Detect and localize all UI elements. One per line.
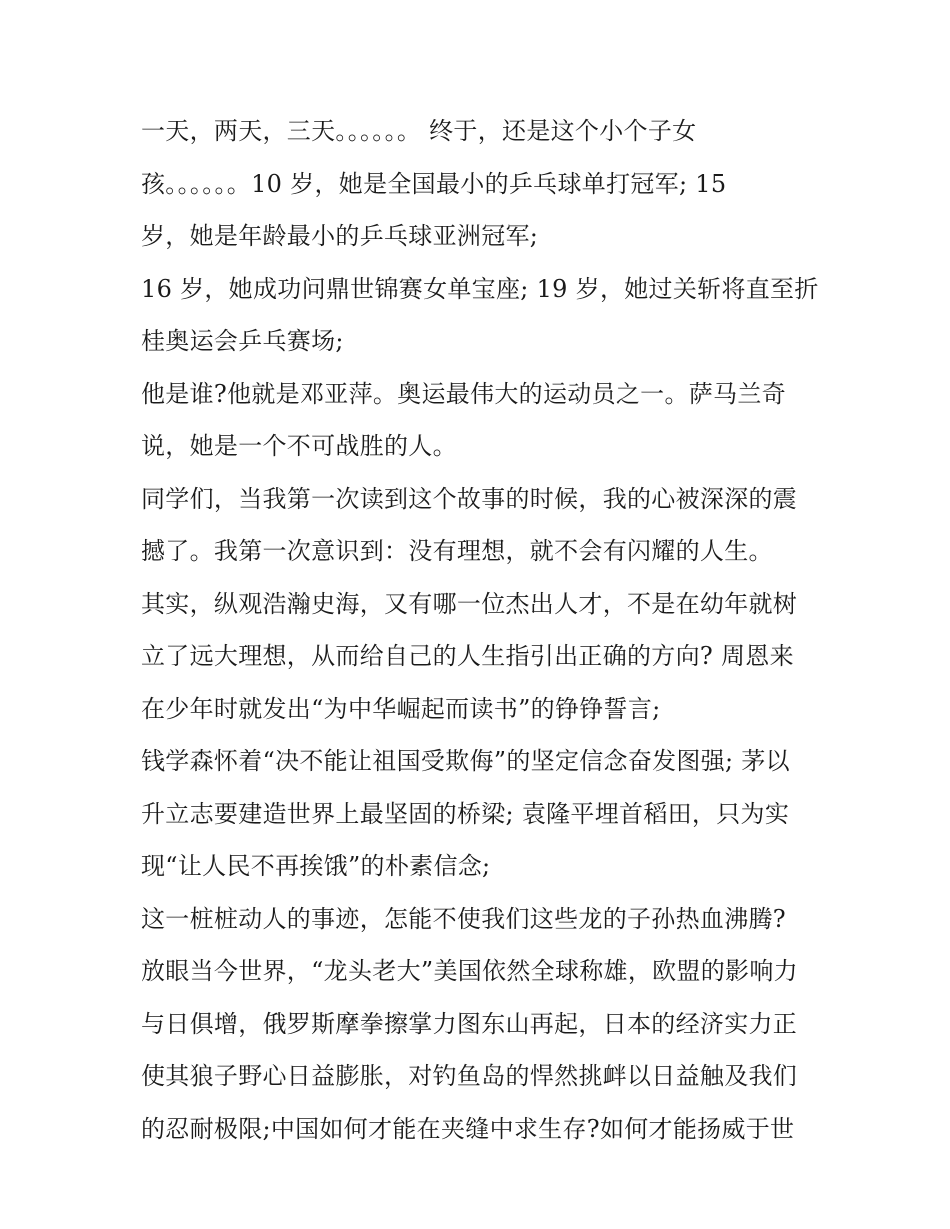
text-line-16: 这一桩桩动人的事迹，怎能不使我们这些龙的子孙热血沸腾?: [141, 904, 786, 933]
text-line-4: 16 岁，她成功问鼎世锦赛女单宝座; 19 岁，她过关斩将直至折: [141, 274, 819, 303]
text-line-1: 一天，两天，三天。。。。。。 终于，还是这个小个子女: [141, 117, 697, 145]
text-line-12: 在少年时就发出“为中华崛起而读书”的铮铮誓言;: [141, 694, 661, 723]
text-line-8: 同学们，当我第一次读到这个故事的时候，我的心被深深的震: [141, 484, 798, 513]
text-line-18: 与日俱增，俄罗斯摩拳擦掌力图东山再起，日本的经济实力正: [141, 1009, 798, 1038]
text-line-14: 升立志要建造世界上最坚固的桥梁; 袁隆平埋首稻田，只为实: [141, 799, 790, 828]
text-line-9: 撼了。我第一次意识到：没有理想，就不会有闪耀的人生。: [141, 537, 773, 565]
text-line-20: 的忍耐极限;中国如何才能在夹缝中求生存?如何才能扬威于世: [141, 1114, 795, 1143]
text-line-17: 放眼当今世界，“龙头老大”美国依然全球称雄，欧盟的影响力: [141, 957, 798, 985]
text-line-19: 使其狼子野心日益膨胀，对钓鱼岛的悍然挑衅以日益触及我们: [141, 1062, 798, 1090]
text-line-6: 他是谁?他就是邓亚萍。奥运最伟大的运动员之一。萨马兰奇: [141, 379, 786, 408]
text-line-5: 桂奥运会乒乓赛场;: [141, 327, 344, 355]
text-line-7: 说，她是一个不可战胜的人。: [141, 432, 457, 460]
text-line-2: 孩。。。。。。10 岁，她是全国最小的乒乓球单打冠军; 15: [141, 169, 727, 198]
text-line-15: 现“让人民不再挨饿”的朴素信念;: [141, 852, 491, 880]
text-line-13: 钱学森怀着“决不能让祖国受欺侮”的坚定信念奋发图强; 茅以: [141, 747, 790, 775]
body-text: [141, 105, 821, 1155]
text-line-3: 岁，她是年龄最小的乒乓球亚洲冠军;: [141, 222, 539, 250]
text-line-11: 立了远大理想，从而给自己的人生指引出正确的方向? 周恩来: [141, 642, 794, 670]
text-line-10: 其实，纵观浩瀚史海，又有哪一位杰出人才，不是在幼年就树: [141, 589, 798, 618]
